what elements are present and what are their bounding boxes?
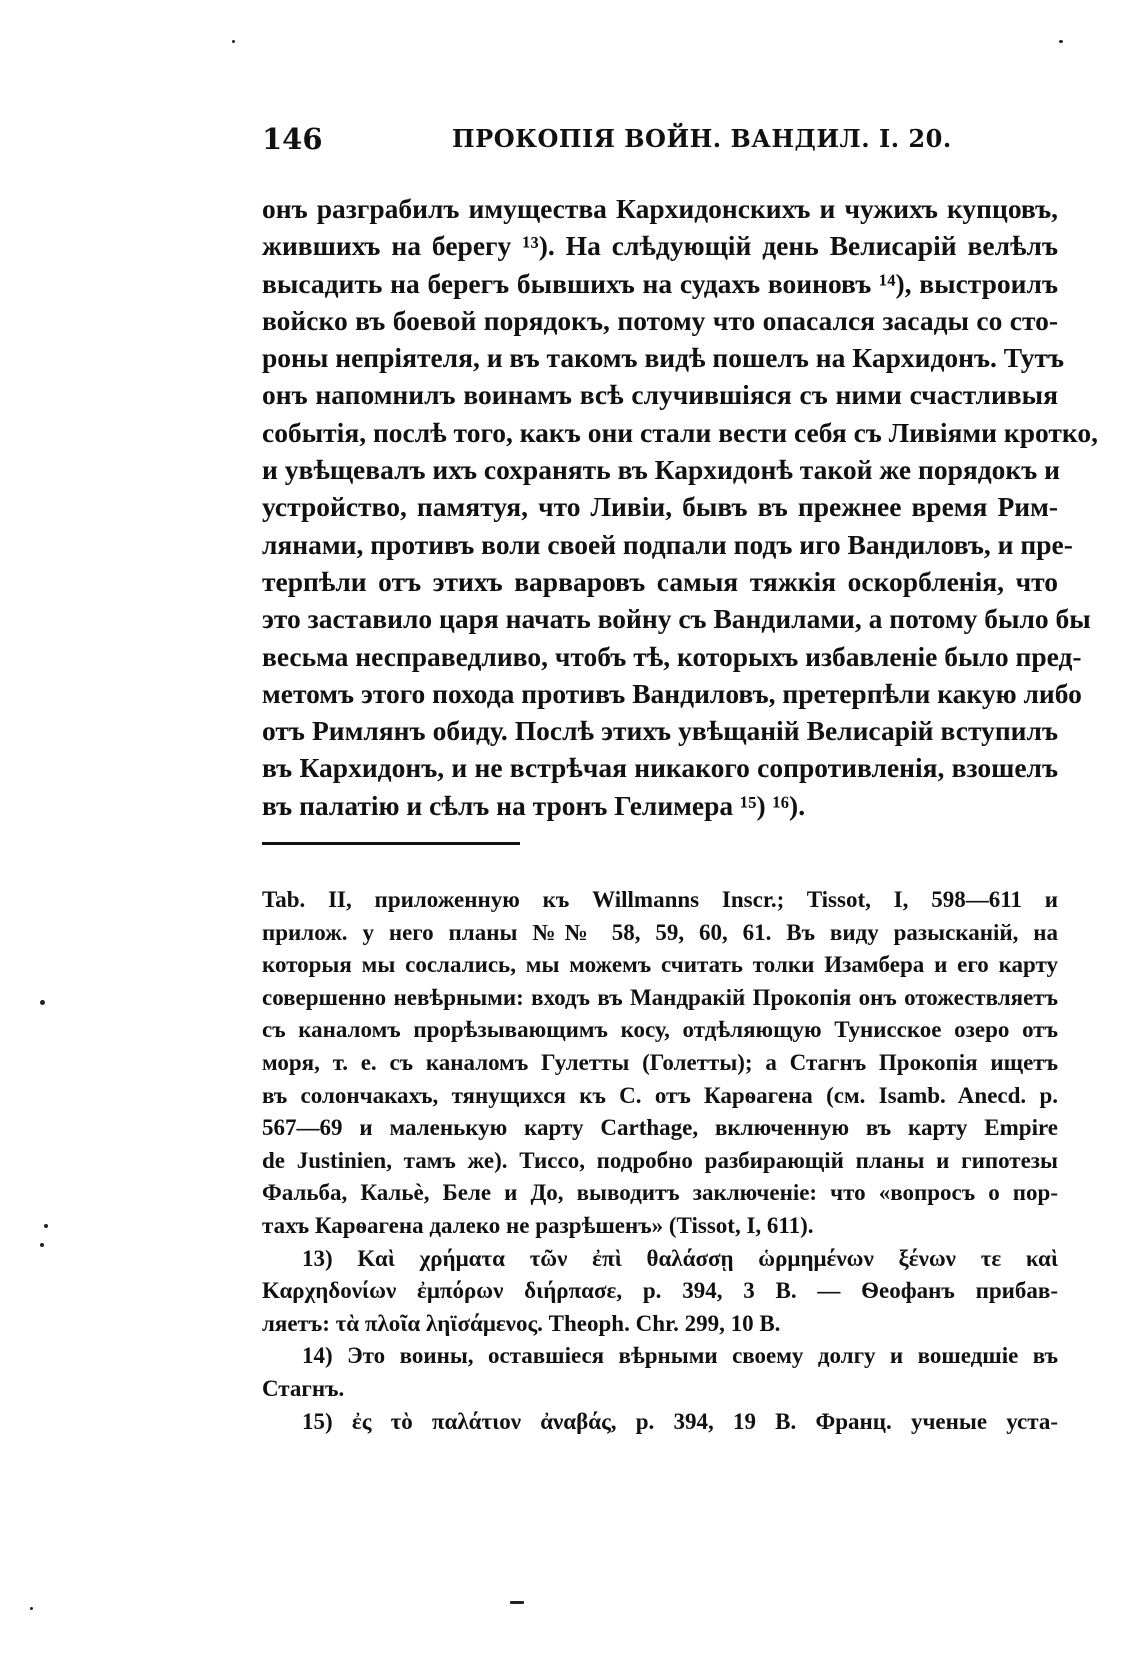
footnotes [262, 884, 1058, 1438]
footnote-divider [262, 842, 520, 845]
text-line: устройство, памятуя, что Ливіи, бывъ въ прежнее время Рим- [262, 491, 1058, 523]
text-line: въ Кархидонъ, и не встрѣчая никакого сопротивленія, взошелъ [262, 752, 1058, 784]
footnote-line: ляетъ: τὰ πλοῖα ληϊσάμενος. Theoph. Chr. 299, 10 B. [262, 1310, 781, 1336]
scan-speck [40, 1000, 45, 1005]
footnote-line: совершенно невѣрными: входъ въ Мандракій Прокопія онъ отожествляетъ [262, 984, 1058, 1010]
page-number: 146 [262, 122, 323, 156]
footnote-line: 14) Это воины, оставшіеся вѣрными своему долгу и вошедшіе въ [302, 1343, 1058, 1369]
footnote-line: тахъ Карѳагена далеко не разрѣшенъ» (Tissot, I, 611). [262, 1212, 814, 1238]
text-line: терпѣли отъ этихъ варваровъ самыя тяжкія оскорбленія, что [262, 565, 1058, 597]
text-line: отъ Римлянъ обиду. Послѣ этихъ увѣщаній Велисарій вступилъ [262, 715, 1058, 747]
scan-speck [232, 40, 235, 43]
scan-speck [30, 1607, 33, 1610]
footnote-line: 567—69 и маленькую карту Carthage, включенную въ карту Empire [262, 1115, 1058, 1141]
footnote-line: 13) Καὶ χρήματα τῶν ἐπὶ θαλάσσῃ ὡρμημένων ξένων τε καὶ [302, 1245, 1058, 1271]
running-head: ПРОКОПІЯ ВОЙН. ВАНДИЛ. I. 20. [452, 124, 952, 153]
footnote-line: которыя мы сослались, мы можемъ считать толки Изамбера и его карту [262, 952, 1058, 978]
text-line: онъ разграбилъ имущества Кархидонскихъ и чужихъ купцовъ, [262, 193, 1058, 224]
text-line: въ палатію и сѣлъ на тронъ Гелимера ¹⁵) ¹⁶). [262, 789, 806, 821]
footnote-line: 15) ἐς τὸ παλάτιον ἀναβάς, p. 394, 19 B. Франц. ученые уста- [302, 1408, 1058, 1434]
text-line: это заставило царя начать войну съ Вандилами, а потому было бы [262, 603, 1091, 635]
text-line: метомъ этого похода противъ Вандиловъ, претерпѣли какую либо [262, 677, 1082, 709]
footnote-line: моря, т. е. съ каналомъ Гулетты (Голетты); а Стагнъ Прокопія ищетъ [262, 1049, 1058, 1075]
footnote-line: прилож. у него планы №№ 58, 59, 60, 61. Въ виду разысканій, на [262, 919, 1058, 945]
footnote-line: съ каналомъ прорѣзывающимъ косу, отдѣляющую Тунисское озеро отъ [262, 1017, 1058, 1043]
text-line: войско въ боевой порядокъ, потому что опасался засады со сто- [262, 304, 1058, 336]
text-line: и увѣщевалъ ихъ сохранять въ Кархидонѣ такой же порядокъ и [262, 454, 1060, 486]
footnote-line: въ солончакахъ, тянущихся къ С. отъ Карѳагена (см. Isamb. Anecd. p. [262, 1082, 1058, 1108]
scan-speck [40, 1243, 44, 1247]
footnote-line: Tab. II, приложенную къ Willmanns Inscr.; Tissot, I, 598—611 и [262, 887, 1058, 912]
text-line: онъ напомнилъ воинамъ всѣ случившіяся съ ними счастливыя [262, 379, 1058, 411]
text-line: роны непріятеля, и въ такомъ видѣ пошелъ на Кархидонъ. Тутъ [262, 342, 1065, 374]
page-header [262, 122, 1042, 162]
text-line: лянами, противъ воли своей подпали подъ иго Вандиловъ, и пре- [262, 528, 1073, 560]
scan-speck [510, 1601, 524, 1604]
scan-speck [1059, 40, 1063, 43]
text-line: весьма несправедливо, чтобъ тѣ, которыхъ избавленіе было пред- [262, 640, 1082, 672]
scan-speck [44, 1224, 48, 1228]
footnote-line: Καρχηδονίων ἐμπόρων διήρπασε, p. 394, 3 B. — Ѳеофанъ прибав- [262, 1278, 1058, 1304]
text-line: высадить на берегъ бывшихъ на судахъ воиновъ ¹⁴), выстроилъ [262, 267, 1058, 299]
footnote-line: de Justinien, тамъ же). Тиссо, подробно разбирающій планы и гипотезы [262, 1147, 1058, 1173]
footnote-line: Стагнъ. [262, 1375, 345, 1401]
text-line: событія, послѣ того, какъ они стали вести себя съ Ливіями кротко, [262, 416, 1098, 448]
text-line: жившихъ на берегу ¹³). На слѣдующій день Велисарій велѣлъ [262, 230, 1058, 262]
main-text [262, 190, 1098, 824]
footnote-line: Фальба, Кальѐ, Беле и До, выводитъ заключеніе: что «вопросъ о пор- [262, 1180, 1058, 1206]
